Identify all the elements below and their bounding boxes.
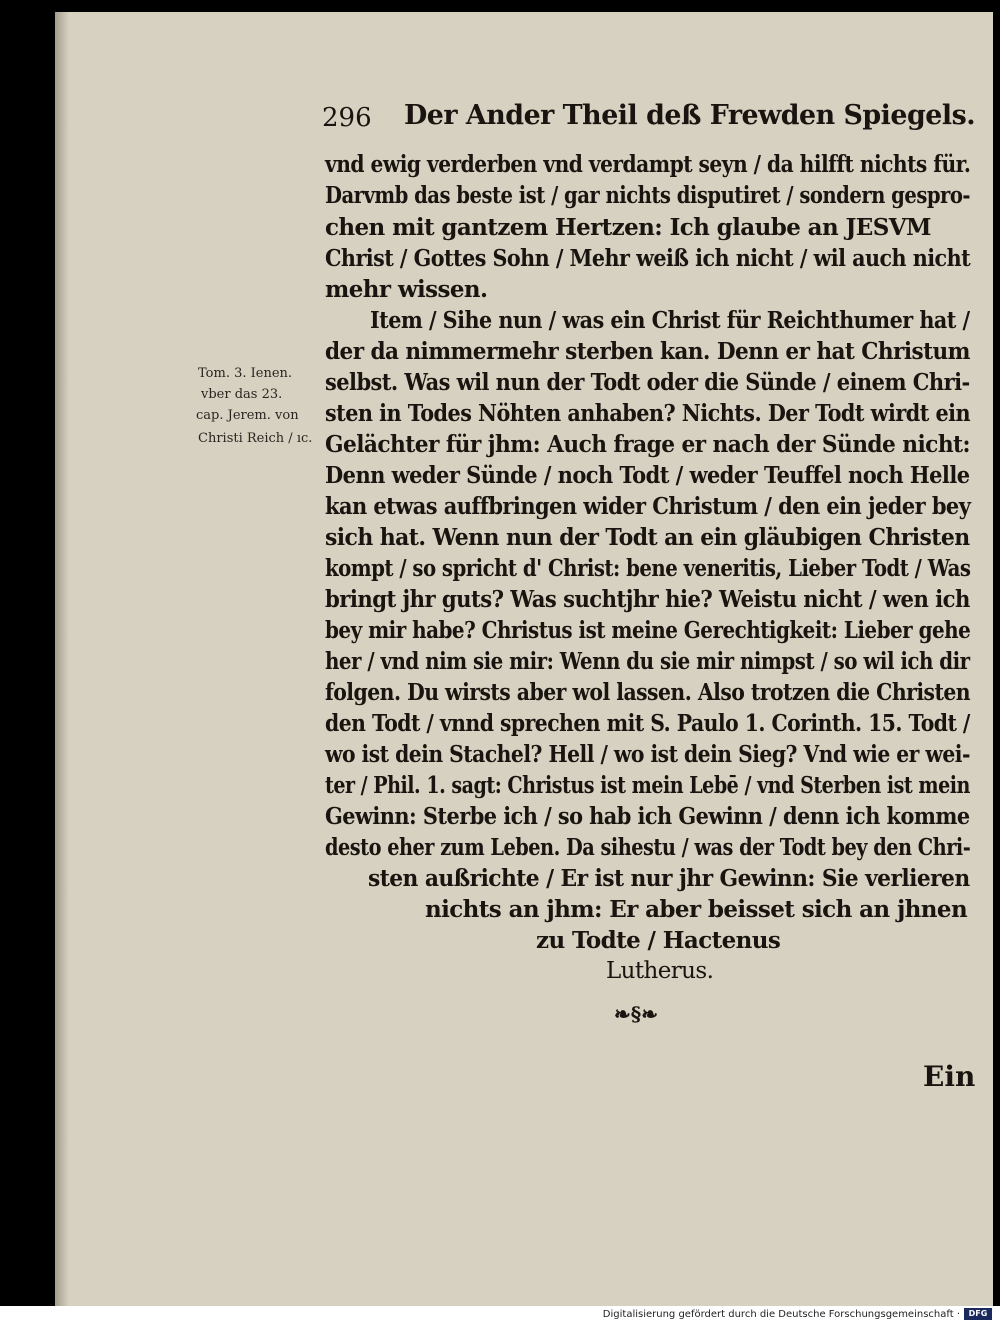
margin-note: cap. Jerem. von [196, 408, 299, 423]
text-line: Item / Sihe nun / was ein Christ für Reichthumer hat / [370, 307, 970, 334]
text-line: chen mit gantzem Hertzen: Ich glaube an JESVM [325, 214, 931, 241]
text-line: Gelächter für jhm: Auch frage er nach der Sünde nicht: [325, 431, 970, 458]
text-line: desto eher zum Leben. Da sihestu / was der Todt bey den Chri- [325, 834, 971, 861]
text-line: kompt / so spricht d' Christ: bene veneritis, Lieber Todt / Was [325, 555, 971, 582]
text-line: nichts an jhm: Er aber beisset sich an jhnen [425, 896, 968, 923]
text-line: Gewinn: Sterbe ich / so hab ich Gewinn / denn ich komme [325, 803, 970, 830]
footer-credit: Digitalisierung gefördert durch die Deutsche Forschungsgemeinschaft · [602, 1309, 960, 1320]
text-line: der da nimmermehr sterben kan. Denn er hat Christum [325, 338, 970, 365]
page-number: 296 [322, 103, 372, 133]
ornament-fleuron: ❧§❧ [614, 1002, 658, 1026]
text-line: selbst. Was wil nun der Todt oder die Sünde / einem Chri- [325, 369, 970, 396]
margin-note: Tom. 3. Ienen. [198, 366, 293, 381]
text-line: sten außrichte / Er ist nur jhr Gewinn: Sie verlieren [368, 865, 970, 892]
dfg-logo-icon: DFG [964, 1308, 992, 1320]
running-head: Der Ander Theil deß Frewden Spiegels. [404, 100, 976, 131]
text-line: mehr wissen. [325, 276, 488, 303]
text-line: kan etwas auffbringen wider Christum / den ein jeder bey [325, 493, 971, 520]
text-line: bringt jhr guts? Was suchtjhr hie? Weistu nicht / wen ich [325, 586, 970, 613]
text-line: bey mir habe? Christus ist meine Gerechtigkeit: Lieber gehe [325, 617, 971, 644]
text-line: folgen. Du wirsts aber wol lassen. Also trotzen die Christen [325, 679, 971, 706]
text-line: Darvmb das beste ist / gar nichts disputiret / sondern gespro- [325, 182, 971, 209]
text-line: Denn weder Sünde / noch Todt / weder Teuffel noch Helle [325, 462, 970, 489]
text-line: zu Todte / Hactenus [536, 927, 781, 954]
margin-note: Christi Reich / ıc. [198, 431, 313, 446]
text-line: Lutherus. [606, 958, 714, 984]
text-line: vnd ewig verderben vnd verdampt seyn / da hilfft nichts für. [325, 151, 971, 178]
text-line: sich hat. Wenn nun der Todt an ein gläubigen Christen [325, 524, 970, 551]
catchword: Ein [923, 1060, 976, 1093]
text-line: Christ / Gottes Sohn / Mehr weiß ich nicht / wil auch nicht [325, 245, 971, 272]
margin-note: vber das 23. [201, 387, 283, 402]
text-line: her / vnd nim sie mir: Wenn du sie mir nimpst / so wil ich dir [325, 648, 970, 675]
text-line: wo ist dein Stachel? Hell / wo ist dein Sieg? Vnd wie er wei- [325, 741, 970, 768]
text-line: den Todt / vnnd sprechen mit S. Paulo 1. Corinth. 15. Todt / [325, 710, 970, 737]
text-line: ter / Phil. 1. sagt: Christus ist mein Lebē / vnd Sterben ist mein [325, 772, 970, 799]
text-line: sten in Todes Nöhten anhaben? Nichts. Der Todt wirdt ein [325, 400, 971, 427]
